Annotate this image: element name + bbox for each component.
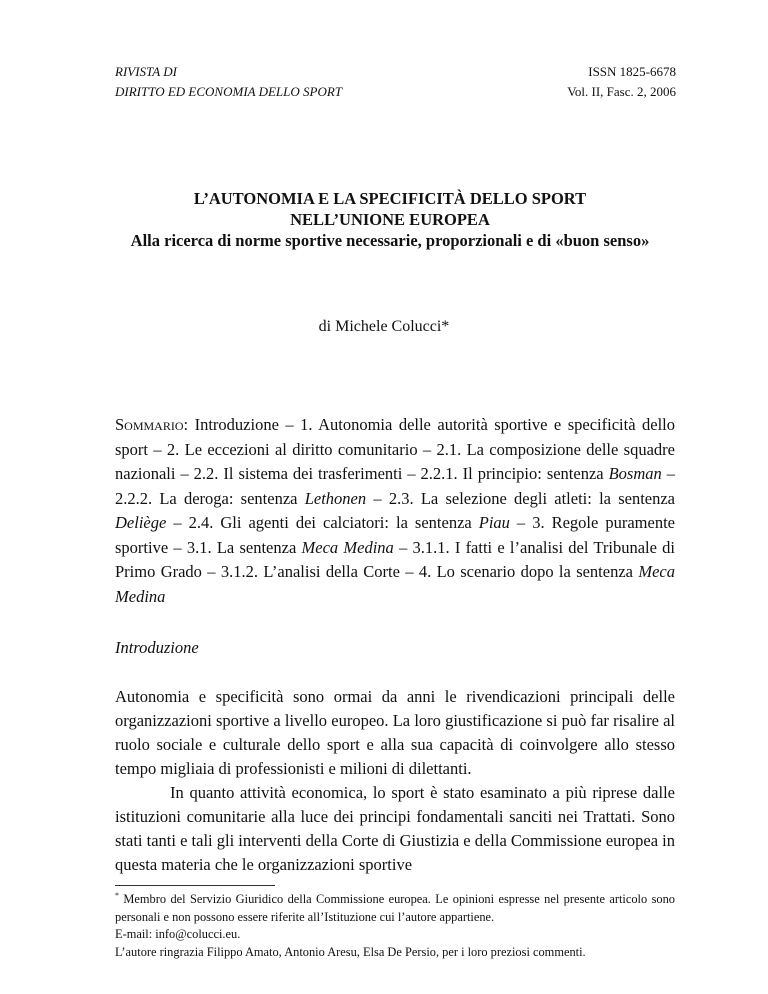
summary-label: Sommario [115, 415, 184, 434]
case-name: Lethonen [304, 488, 367, 508]
table-of-contents-summary [115, 413, 675, 609]
issue-info [567, 62, 676, 102]
summary-text: : Introduzione – 1. Autonomia delle autorità sportive e specificità dello sport – 2. Le eccezioni al diritto comunitario – 2.1. La composizione delle squadre nazionali – 2.2. Il sistema dei trasferimenti – 2.2.1. Il principio: sentenza [115, 415, 675, 483]
case-name: Deliège [115, 513, 167, 532]
footnotes [115, 891, 675, 961]
case-name: Meca Medina [301, 537, 394, 557]
title-line-1: L’AUTONOMIA E LA SPECIFICITÀ DELLO SPORT [193, 189, 587, 208]
article-title [110, 188, 670, 251]
title-line-2: NELL’UNIONE EUROPEA [290, 210, 490, 229]
paragraph: Autonomia e specificità sono ormai da anni le rivendicazioni principali delle organizzazioni sportive a livello europeo. La loro giustificazione si può far risalire al ruolo sociale e culturale dello sport e alla sua capacità di coinvolgere allo stesso tempo migliaia di professionisti e milioni di dilettanti. [115, 687, 675, 778]
summary-text: – 3. Regole puramente sportive – 3.1. La sentenza [115, 513, 675, 557]
section-heading: Introduzione [115, 638, 199, 657]
case-name: Bosman [608, 464, 662, 483]
author-byline: di Michele Colucci* [318, 318, 450, 335]
footnote-text: Membro del Servizio Giuridico della Commissione europea. Le opinioni espresse nel presente articolo sono personali e non possono essere riferite all’Istituzione cui l’autore appartiene. [115, 892, 675, 924]
footnote-divider [115, 885, 275, 886]
footnote [115, 891, 675, 926]
summary-text: – 2.2.2. La deroga: sentenza [115, 464, 675, 508]
case-name: Meca Medina [115, 562, 675, 606]
case-name: Piau [478, 513, 510, 532]
journal-name-line2: DIRITTO ED ECONOMIA DELLO SPORT [115, 84, 343, 99]
summary-text: – 2.3. La selezione degli atleti: la sentenza [366, 488, 675, 508]
footnote-email: E-mail: info@colucci.eu. [115, 927, 241, 941]
footnote-marker: * [115, 890, 119, 900]
issn: ISSN 1825-6678 [588, 64, 676, 79]
journal-name-line1: RIVISTA DI [115, 64, 177, 79]
article-subtitle: Alla ricerca di norme sportive necessarie, proporzionali e di «buon senso» [130, 231, 650, 250]
volume-issue: Vol. II, Fasc. 2, 2006 [567, 84, 676, 99]
body-text [115, 685, 675, 877]
journal-name [115, 62, 342, 102]
paragraph: In quanto attività economica, lo sport è stato esaminato a più riprese dalle istituzioni comunitarie alla luce dei principi fondamentali sanciti nei Trattati. Sono stati tanti e tali gli interventi della Corte di Giustizia e della Commissione europea in questa materia che le organizzazioni sportive [115, 783, 675, 874]
footnote-acknowledgements: L’autore ringrazia Filippo Amato, Antonio Aresu, Elsa De Persio, per i loro preziosi commenti. [115, 944, 586, 959]
summary-text: – 3.1.1. I fatti e l’analisi del Tribunale di Primo Grado – 3.1.2. L’analisi della Corte – 4. Lo scenario dopo la sentenza [115, 537, 676, 581]
summary-text: – 2.4. Gli agenti dei calciatori: la sentenza [166, 513, 479, 532]
